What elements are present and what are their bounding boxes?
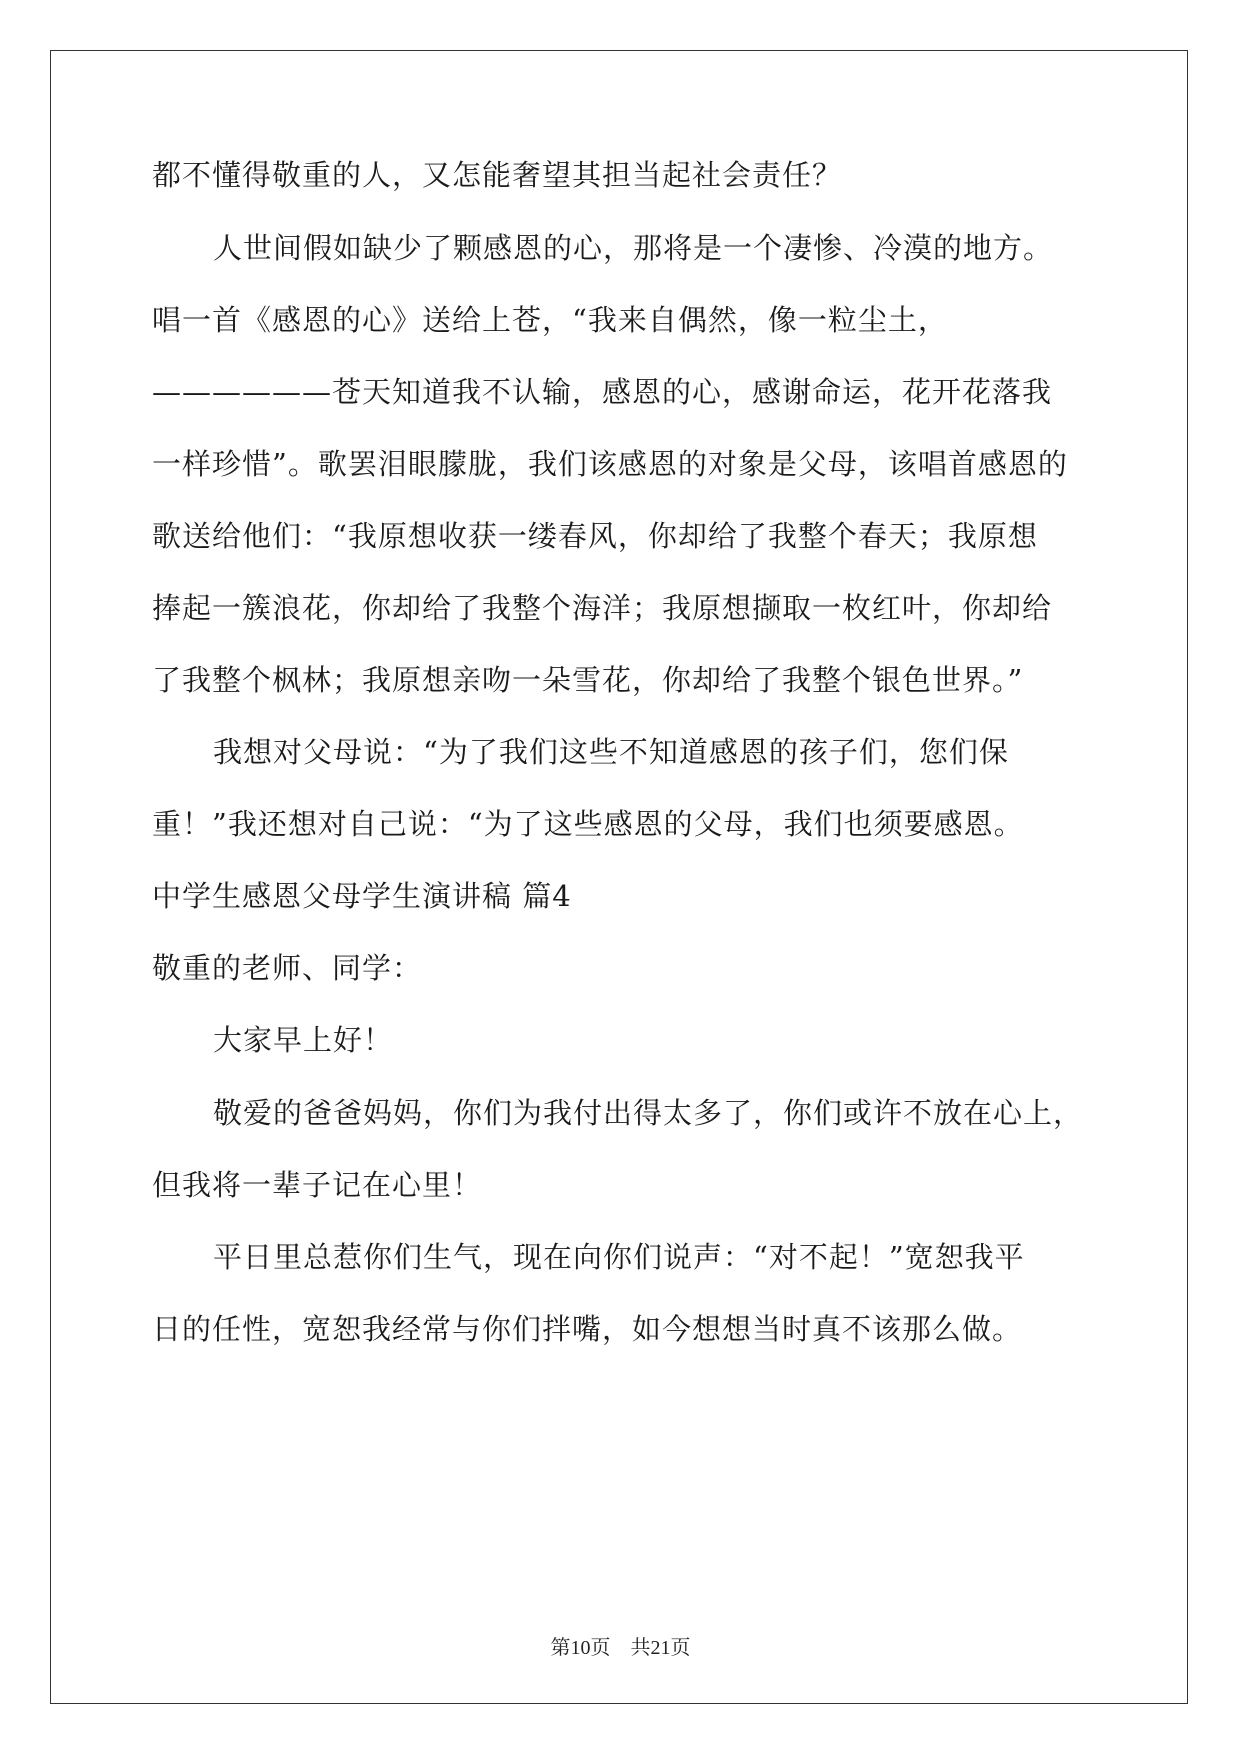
paragraph-line: 敬爱的爸爸妈妈，你们为我付出得太多了，你们或许不放在心上， <box>213 1096 1084 1130</box>
paragraph-line: 捧起一簇浪花，你却给了我整个海洋；我原想撷取一枚红叶，你却给 <box>152 591 1053 625</box>
page-border <box>50 50 1188 1704</box>
greeting: 大家早上好！ <box>213 1023 394 1057</box>
paragraph-line: 人世间假如缺少了颗感恩的心，那将是一个凄惨、冷漠的地方。 <box>213 231 1054 265</box>
paragraph-line: 我想对父母说：“为了我们这些不知道感恩的孩子们，您们保 <box>213 735 1009 769</box>
paragraph-line: 但我将一辈子记在心里！ <box>152 1168 483 1202</box>
paragraph-line: 了我整个枫林；我原想亲吻一朵雪花，你却给了我整个银色世界。” <box>152 663 1024 697</box>
paragraph-line: 重！”我还想对自己说：“为了这些感恩的父母，我们也须要感恩。 <box>152 807 1024 841</box>
paragraph-line: 平日里总惹你们生气，现在向你们说声：“对不起！”宽恕我平 <box>213 1240 1025 1274</box>
paragraph-line: ——————苍天知道我不认输，感恩的心，感谢命运，花开花落我 <box>152 375 1053 409</box>
paragraph-line: 一样珍惜”。歌罢泪眼朦胧，我们该感恩的对象是父母，该唱首感恩的 <box>152 447 1068 481</box>
salutation: 敬重的老师、同学： <box>152 951 423 985</box>
page-number-footer: 第10页 共21页 <box>550 1637 691 1659</box>
paragraph-line: 日的任性，宽恕我经常与你们拌嘴，如今想想当时真不该那么做。 <box>152 1312 1023 1346</box>
paragraph-line: 都不懂得敬重的人，又怎能奢望其担当起社会责任？ <box>152 158 843 192</box>
section-heading: 中学生感恩父母学生演讲稿 篇4 <box>152 879 572 913</box>
paragraph-line: 歌送给他们：“我原想收获一缕春风，你却给了我整个春天；我原想 <box>152 519 1038 553</box>
paragraph-line: 唱一首《感恩的心》送给上苍，“我来自偶然，像一粒尘土， <box>152 303 948 337</box>
